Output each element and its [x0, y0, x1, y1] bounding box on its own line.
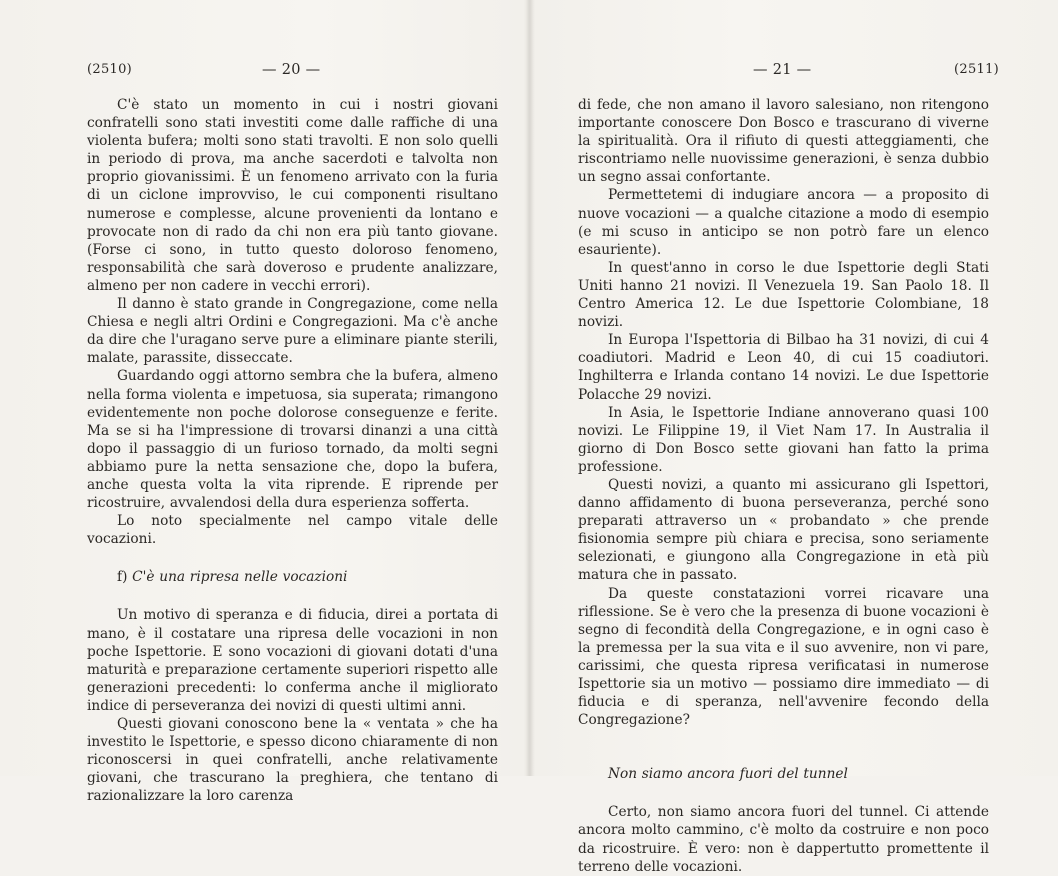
left-paragraph-5: Un motivo di speranza e di fiducia, direi a portata di mano, è il costatare una ripresa delle vocazioni in non poche Ispettorie. E sono vocazioni di giovani dotati d'una maturità e preparazione certamente superiori rispetto alle generazioni precedenti: lo conferma anche il migliorato indice di perseveranza dei novizi di questi ultimi anni.	[87, 607, 498, 714]
right-paragraph-1: di fede, che non amano il lavoro salesiano, non ritengono importante conoscere Don Bosco e trascurano di viverne la spiritualità. Ora il rifiuto di questi atteggiamenti, che riscontriamo nelle nuovissime generazioni, è senza dubbio un segno assai confortante.	[578, 97, 989, 186]
left-page	[0, 0, 527, 805]
left-page-code: (2510)	[87, 62, 133, 77]
right-page	[531, 0, 1058, 875]
section-letter: f)	[117, 569, 128, 586]
right-paragraph-3: In quest'anno in corso le due Ispettorie degli Stati Uniti hanno 21 novizi. Il Venezuela 19. San Paolo 18. Il Centro America 12. Le due Ispettorie Colombiane, 18 novizi.	[578, 259, 989, 331]
left-page-number: — 20 —	[262, 62, 321, 78]
left-paragraph-4: Lo noto specialmente nel campo vitale delle vocazioni.	[87, 513, 498, 548]
right-paragraph-4: In Europa l'Ispettoria di Bilbao ha 31 novizi, di cui 4 coadiutori. Madrid e Leon 40, di cui 15 coadiutori. Inghilterra e Irlanda contano 14 novizi. Le due Ispettorie Polacche 29 novizi.	[578, 332, 989, 403]
left-paragraph-2: Il danno è stato grande in Congregazione, come nella Chiesa e negli altri Ordini e Congregazioni. Ma c'è anche da dire che l'uragano serve pure a eliminare piante sterili, malate, parassite, disseccate.	[87, 296, 498, 367]
right-paragraph-2: Permettetemi di indugiare ancora — a proposito di nuove vocazioni — a qualche citazione a modo di esempio (e mi scuso in anticipo se non potrò fare un elenco esauriente).	[578, 187, 989, 258]
right-paragraph-6: Questi novizi, a quanto mi assicurano gli Ispettori, danno affidamento di buona perseveranza, perché sono preparati attraverso un « probandato » che prende fisionomia sempre più chiara e precisa, sono seriamente selezionati, e giungono alla Congregazione in età più matura che in passato.	[578, 476, 989, 584]
section-title: C'è una ripresa nelle vocazioni	[132, 569, 348, 586]
right-page-code: (2511)	[954, 62, 1000, 77]
section-heading-tunnel: Non siamo ancora fuori del tunnel	[608, 766, 848, 783]
right-paragraph-7: Da queste constatazioni vorrei ricavare una riflessione. Se è vero che la presenza di buone vocazioni è segno di fecondità della Congregazione, e in ogni caso è la premessa per la sua vita e il suo avvenire, non vi pare, carissimi, che questa ripresa verificatasi in numerose Ispettorie sia un motivo — possiamo dire immediato — di fiducia e di speranza, nell'avvenire fecondo della Congregazione?	[578, 585, 989, 729]
right-page-number: — 21 —	[753, 62, 812, 78]
right-paragraph-5: In Asia, le Ispettorie Indiane annoverano quasi 100 novizi. Le Filippine 19, il Viet Nam 17. In Australia il giorno di Don Bosco sette giovani han fatto la prima professione.	[578, 404, 989, 475]
left-paragraph-6: Questi giovani conoscono bene la « ventata » che ha investito le Ispettorie, e spesso dicono chiaramente di non riconoscersi in quei confratelli, anche relativamente giovani, che trascurano la preghiera, che tentano di razionalizzare la loro carenza	[87, 716, 498, 805]
left-page-body	[87, 96, 498, 805]
left-paragraph-3: Guardando oggi attorno sembra che la bufera, almeno nella forma violenta e impetuosa, sia superata; rimangono evidentemente non poche dolorose conseguenze e ferite. Ma se si ha l'impressione di trovarsi dinanzi a una città dopo il passaggio di un furioso tornado, da molti segni abbiamo pure la netta sensazione che, dopo la bufera, anche questa volta la vita riprende. E riprende per ricostruire, avvalendosi della dura esperienza sofferta.	[87, 368, 498, 512]
right-paragraph-8: Certo, non siamo ancora fuori del tunnel. Ci attende ancora molto cammino, c'è molto da costruire e non poco da ricostruire. È vero: non è dappertutto promettente il terreno delle vocazioni.	[578, 804, 989, 875]
section-heading-vocazioni	[87, 568, 498, 586]
left-paragraph-1: C'è stato un momento in cui i nostri giovani confratelli sono stati investiti come dalle raffiche di una violenta bufera; molti sono stati travolti. E non solo quelli in periodo di prova, ma anche sacerdoti e talvolta non proprio giovanissimi. È un fenomeno arrivato con la furia di un ciclone improvviso, le cui componenti risultano numerose e complesse, alcune provenienti da lontano e provocate non di rado da chi non era più tanto giovane. (Forse ci sono, in tutto questo doloroso fenomeno, responsabilità che sarà doveroso e prudente analizzare, almeno per non cadere in vecchi errori).	[87, 97, 498, 294]
right-page-body	[578, 96, 989, 876]
